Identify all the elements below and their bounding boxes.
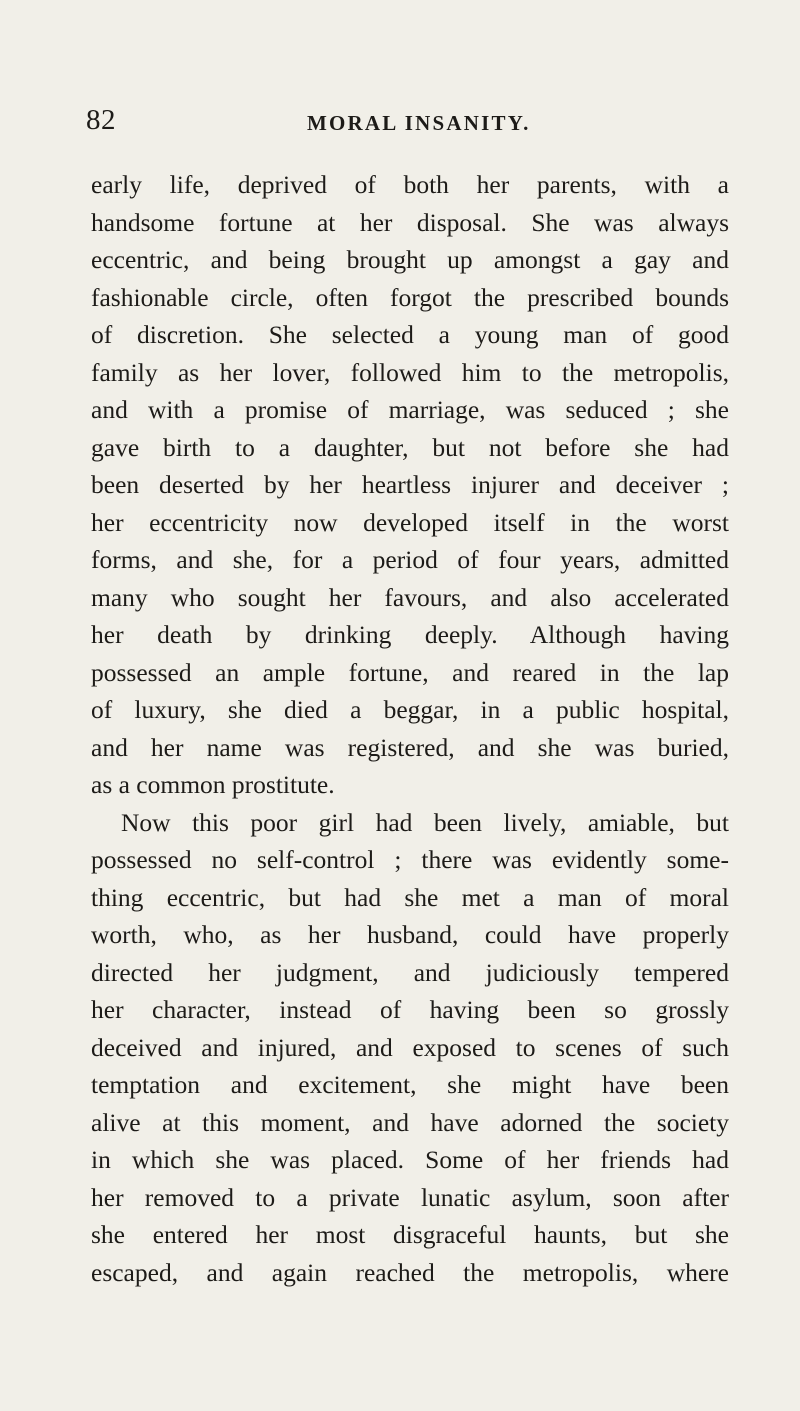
paragraph-2 xyxy=(91,804,729,1292)
text-line: possessed no self-control ; there was evidently some- xyxy=(91,845,729,874)
text-line: escaped, and again reached the metropolis, where xyxy=(91,1257,729,1287)
text-line: handsome fortune at her disposal. She was always xyxy=(91,207,729,237)
text-line: many who sought her favours, and also accelerated xyxy=(91,582,729,612)
text-line: forms, and she, for a period of four years, admitted xyxy=(91,545,729,574)
text-line: temptation and excitement, she might have been xyxy=(91,1070,729,1099)
text-line: her death by drinking deeply. Although having xyxy=(91,620,729,649)
text-line: been deserted by her heartless injurer and deceiver ; xyxy=(91,470,729,499)
text-line: and her name was registered, and she was buried, xyxy=(91,732,729,762)
text-line: her removed to a private lunatic asylum, soon after xyxy=(91,1182,729,1212)
text-line: eccentric, and being brought up amongst a gay and xyxy=(91,245,729,274)
running-title: MORAL INSANITY. xyxy=(307,111,531,135)
text-line: worth, who, as her husband, could have properly xyxy=(91,920,729,949)
text-line: as a common prostitute. xyxy=(91,770,335,799)
text-line: her character, instead of having been so grossly xyxy=(91,995,729,1024)
text-line: of luxury, she died a beggar, in a public hospital, xyxy=(91,695,729,724)
text-line: directed her judgment, and judiciously tempered xyxy=(91,957,729,987)
text-line: alive at this moment, and have adorned the society xyxy=(91,1107,729,1137)
page-number: 82 xyxy=(86,104,116,136)
text-line: fashionable circle, often forgot the prescribed bounds xyxy=(91,282,729,312)
text-line: Now this poor girl had been lively, amiable, but xyxy=(121,807,729,837)
text-line: of discretion. She selected a young man of good xyxy=(91,320,729,349)
text-line: thing eccentric, but had she met a man of moral xyxy=(91,882,729,912)
text-line: possessed an ample fortune, and reared in the lap xyxy=(91,657,729,687)
page-header xyxy=(0,102,800,142)
text-line: early life, deprived of both her parents, with a xyxy=(91,170,729,199)
text-line: in which she was placed. Some of her friends had xyxy=(91,1145,729,1174)
text-line: she entered her most disgraceful haunts, but she xyxy=(91,1220,729,1249)
paragraph-1 xyxy=(91,166,729,804)
text-line: gave birth to a daughter, but not before she had xyxy=(91,432,729,462)
text-line: deceived and injured, and exposed to scenes of such xyxy=(91,1032,729,1062)
text-line: her eccentricity now developed itself in the worst xyxy=(91,507,729,537)
text-line: family as her lover, followed him to the metropolis, xyxy=(91,357,729,387)
text-line: and with a promise of marriage, was seduced ; she xyxy=(91,395,729,424)
body-text xyxy=(91,166,729,1291)
